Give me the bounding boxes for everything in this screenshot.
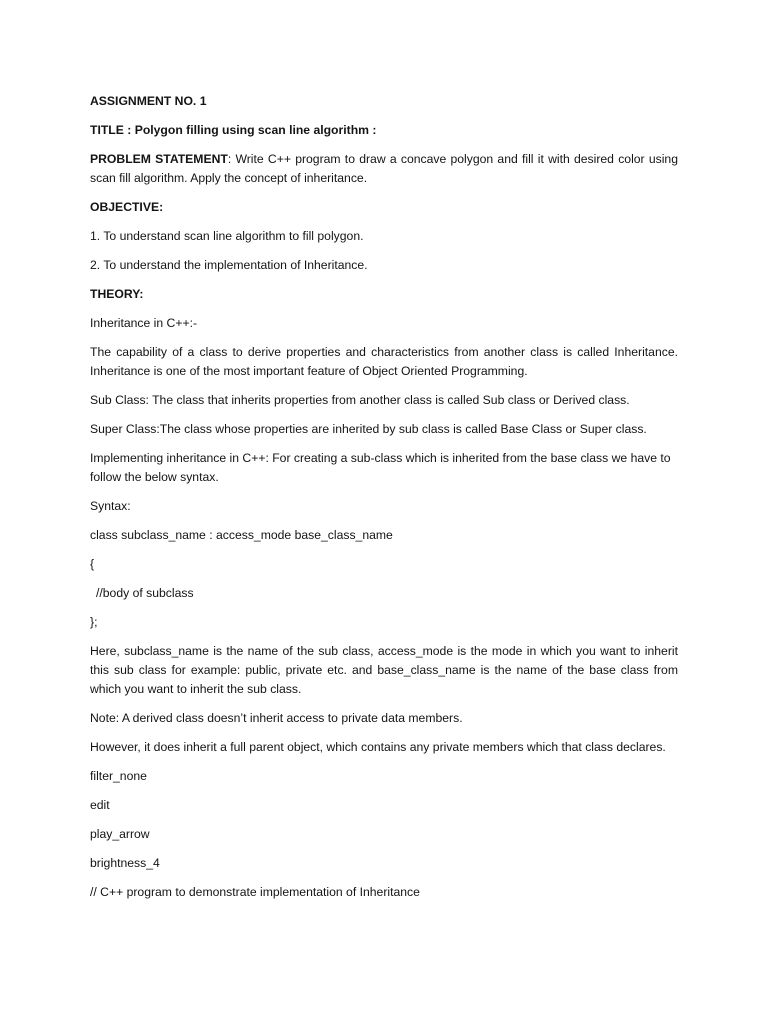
title-text: Polygon filling using scan line algorithm : [134,123,377,137]
code-line-1: class subclass_name : access_mode base_class_name [90,528,393,542]
objective-item-2: 2. To understand the implementation of Inheritance. [90,258,368,272]
problem-statement [90,150,678,188]
problem-label: PROBLEM STATEMENT [90,152,228,166]
subclass-definition: Sub Class: The class that inherits properties from another class is called Sub class or Derived class. [90,393,630,407]
problem-text: : Write C++ program to draw a concave polygon and fill it with desired color using scan fill algorithm. Apply the concept of inheritance. [90,152,678,185]
however-paragraph: However, it does inherit a full parent object, which contains any private members which that class declares. [90,740,666,754]
document-page [90,92,678,912]
implementing-inheritance: Implementing inheritance in C++: For creating a sub-class which is inherited from the base class we have to follow the below syntax. [90,451,671,484]
extra-brightness: brightness_4 [90,856,160,870]
code-line-2: { [90,557,95,571]
superclass-definition: Super Class:The class whose properties are inherited by sub class is called Base Class or Super class. [90,422,647,436]
inheritance-definition: The capability of a class to derive properties and characteristics from another class is called Inheritance. Inheritance is one of the most important feature of Object Oriented Programming. [90,345,678,378]
code-comment: // C++ program to demonstrate implementation of Inheritance [90,885,420,899]
objective-item-1: 1. To understand scan line algorithm to fill polygon. [90,229,364,243]
syntax-explanation: Here, subclass_name is the name of the sub class, access_mode is the mode in which you want to inherit this sub class for example: public, private etc. and base_class_name is the name of the base class from which you want to inherit the sub class. [90,644,678,696]
title-line [90,121,678,140]
assignment-number: ASSIGNMENT NO. 1 [90,94,207,108]
extra-filter-none: filter_none [90,769,147,783]
theory-heading: THEORY: [90,287,144,301]
extra-edit: edit [90,798,110,812]
inheritance-subheading: Inheritance in C++:- [90,316,198,330]
code-line-3: //body of subclass [96,586,194,600]
objective-heading: OBJECTIVE: [90,200,164,214]
syntax-label: Syntax: [90,499,131,513]
extra-play-arrow: play_arrow [90,827,150,841]
title-label: TITLE : [90,123,132,137]
note-paragraph: Note: A derived class doesn’t inherit access to private data members. [90,711,463,725]
code-line-4: }; [90,615,98,629]
